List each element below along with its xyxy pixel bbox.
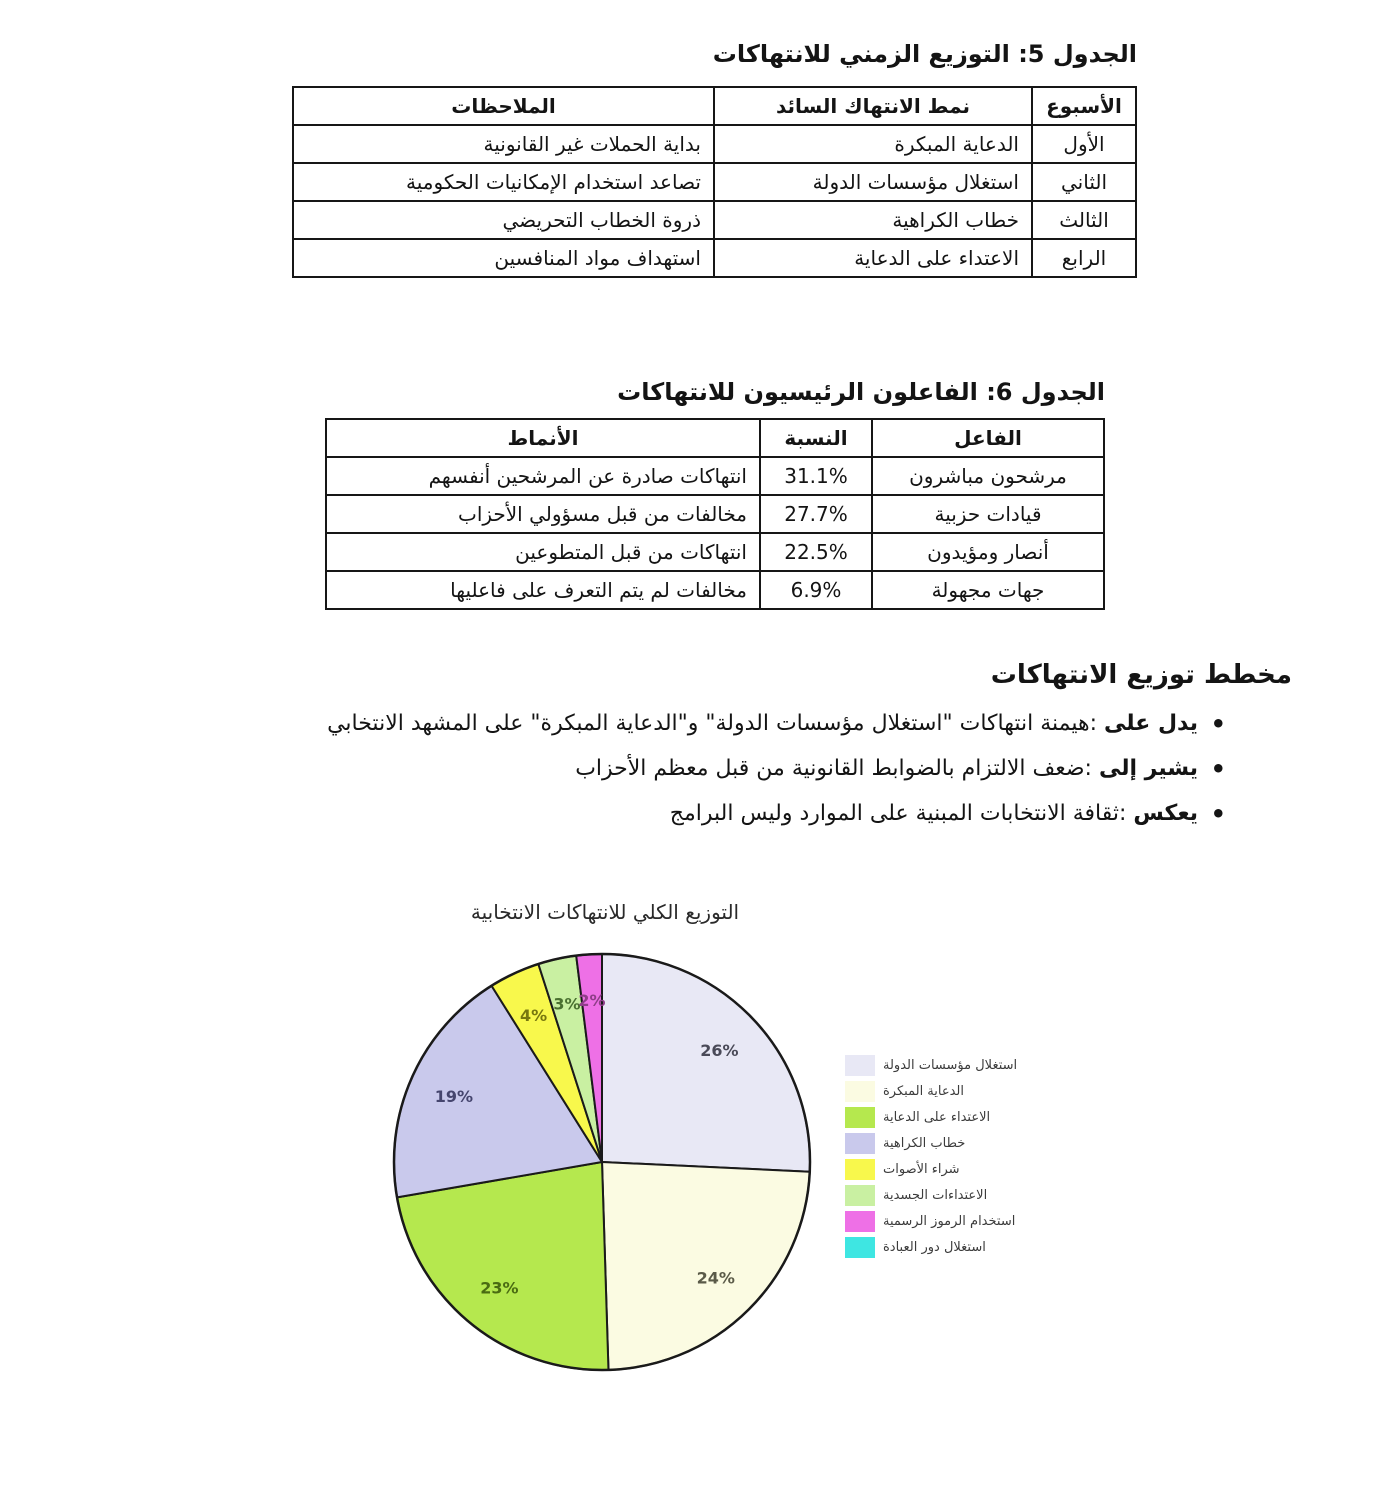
legend-swatch (845, 1185, 875, 1206)
table-cell: خطاب الكراهية (714, 201, 1032, 239)
bullet-item: • يعكس :ثقافة الانتخابات المبنية على الموارد وليس البرامج (138, 798, 1228, 830)
table6-header-row (326, 419, 1104, 457)
legend-row (845, 1052, 1017, 1078)
chart-section-heading: مخطط توزيع الانتهاكات (990, 660, 1292, 690)
bullet-lead: يعكس (1133, 800, 1198, 826)
table-row (326, 571, 1104, 609)
bullet-lead: يدل على (1104, 711, 1198, 736)
table-cell: الاعتداء على الدعاية (714, 239, 1032, 277)
table-cell: قيادات حزبية (872, 495, 1104, 533)
legend-swatch (845, 1211, 875, 1232)
pie-slice-label: 24% (696, 1268, 735, 1288)
legend-row (845, 1078, 1017, 1104)
table-cell: 31.1% (760, 457, 872, 495)
table6 (325, 418, 1105, 610)
pie-chart-title: التوزيع الكلي للانتهاكات الانتخابية (470, 900, 740, 924)
table5-header-row (293, 87, 1136, 125)
pie-slice-label: 4% (520, 1005, 548, 1025)
table-row (326, 457, 1104, 495)
table-cell: الأول (1032, 125, 1136, 163)
t6-header-cell: الأنماط (326, 419, 760, 457)
table-cell: الرابع (1032, 239, 1136, 277)
table-row (293, 163, 1136, 201)
table6-title: الجدول 6: الفاعلون الرئيسيون للانتهاكات (617, 378, 1105, 406)
table-cell: استهداف مواد المنافسين (293, 239, 714, 277)
table5 (292, 86, 1137, 278)
t6-header-cell: النسبة (760, 419, 872, 457)
pie-chart (386, 946, 818, 1378)
legend-swatch (845, 1133, 875, 1154)
legend-swatch (845, 1081, 875, 1102)
table-cell: الثالث (1032, 201, 1136, 239)
table-cell: الدعاية المبكرة (714, 125, 1032, 163)
bullet-lead: يشير إلى (1098, 755, 1198, 781)
pie-slice-label: 26% (700, 1041, 739, 1060)
table-row (293, 125, 1136, 163)
table-cell: انتهاكات صادرة عن المرشحين أنفسهم (326, 457, 760, 495)
bullet-item: • يشير إلى :ضعف الالتزام بالضوابط القانونية من قبل معظم الأحزاب (138, 753, 1228, 785)
pie-legend (845, 1052, 1017, 1260)
bullet-list (138, 708, 1228, 843)
pie-slice-label: 3% (553, 994, 581, 1014)
t5-header-cell: الملاحظات (293, 87, 714, 125)
table-cell: الثاني (1032, 163, 1136, 201)
legend-swatch (845, 1055, 875, 1076)
table-cell: مخالفات من قبل مسؤولي الأحزاب (326, 495, 760, 533)
table-cell: أنصار ومؤيدون (872, 533, 1104, 571)
legend-row (845, 1130, 1017, 1156)
table-cell: ذروة الخطاب التحريضي (293, 201, 714, 239)
pie-slice (602, 954, 810, 1172)
table5-title: الجدول 5: التوزيع الزمني للانتهاكات (712, 40, 1137, 68)
legend-row (845, 1234, 1017, 1260)
t6-header-cell: الفاعل (872, 419, 1104, 457)
legend-label: الاعتداءات الجسدية (883, 1187, 988, 1203)
table-row (293, 201, 1136, 239)
table-row (293, 239, 1136, 277)
legend-row (845, 1182, 1017, 1208)
legend-swatch (845, 1237, 875, 1258)
table-row (326, 533, 1104, 571)
table-cell: بداية الحملات غير القانونية (293, 125, 714, 163)
legend-label: استخدام الرموز الرسمية (883, 1213, 1016, 1229)
table-cell: تصاعد استخدام الإمكانيات الحكومية (293, 163, 714, 201)
legend-swatch (845, 1107, 875, 1128)
table-row (326, 495, 1104, 533)
pie-slice-label: 23% (480, 1278, 519, 1298)
table-cell: 6.9% (760, 571, 872, 609)
legend-row (845, 1208, 1017, 1234)
table-cell: استغلال مؤسسات الدولة (714, 163, 1032, 201)
legend-label: استغلال مؤسسات الدولة (883, 1057, 1018, 1073)
pie-slice-label: 19% (434, 1086, 474, 1106)
table-cell: جهات مجهولة (872, 571, 1104, 609)
bullet-item: • يدل على :هيمنة انتهاكات "استغلال مؤسسات الدولة" و"الدعاية المبكرة" على المشهد الانتخابي (138, 708, 1228, 740)
legend-label: خطاب الكراهية (883, 1135, 966, 1151)
legend-row (845, 1156, 1017, 1182)
table-cell: انتهاكات من قبل المتطوعين (326, 533, 760, 571)
legend-label: الاعتداء على الدعاية (883, 1109, 991, 1125)
t5-header-cell: الأسبوع (1032, 87, 1136, 125)
legend-label: شراء الأصوات (883, 1161, 960, 1177)
legend-label: الدعاية المبكرة (883, 1083, 965, 1099)
pie-slice-label: 2% (578, 991, 606, 1011)
table-cell: 22.5% (760, 533, 872, 571)
legend-swatch (845, 1159, 875, 1180)
table-cell: مرشحون مباشرون (872, 457, 1104, 495)
t5-header-cell: نمط الانتهاك السائد (714, 87, 1032, 125)
pie-slice (602, 1162, 810, 1370)
pie-slice (397, 1162, 608, 1370)
legend-row (845, 1104, 1017, 1130)
table-cell: 27.7% (760, 495, 872, 533)
table-cell: مخالفات لم يتم التعرف على فاعليها (326, 571, 760, 609)
legend-label: استغلال دور العبادة (883, 1239, 986, 1255)
